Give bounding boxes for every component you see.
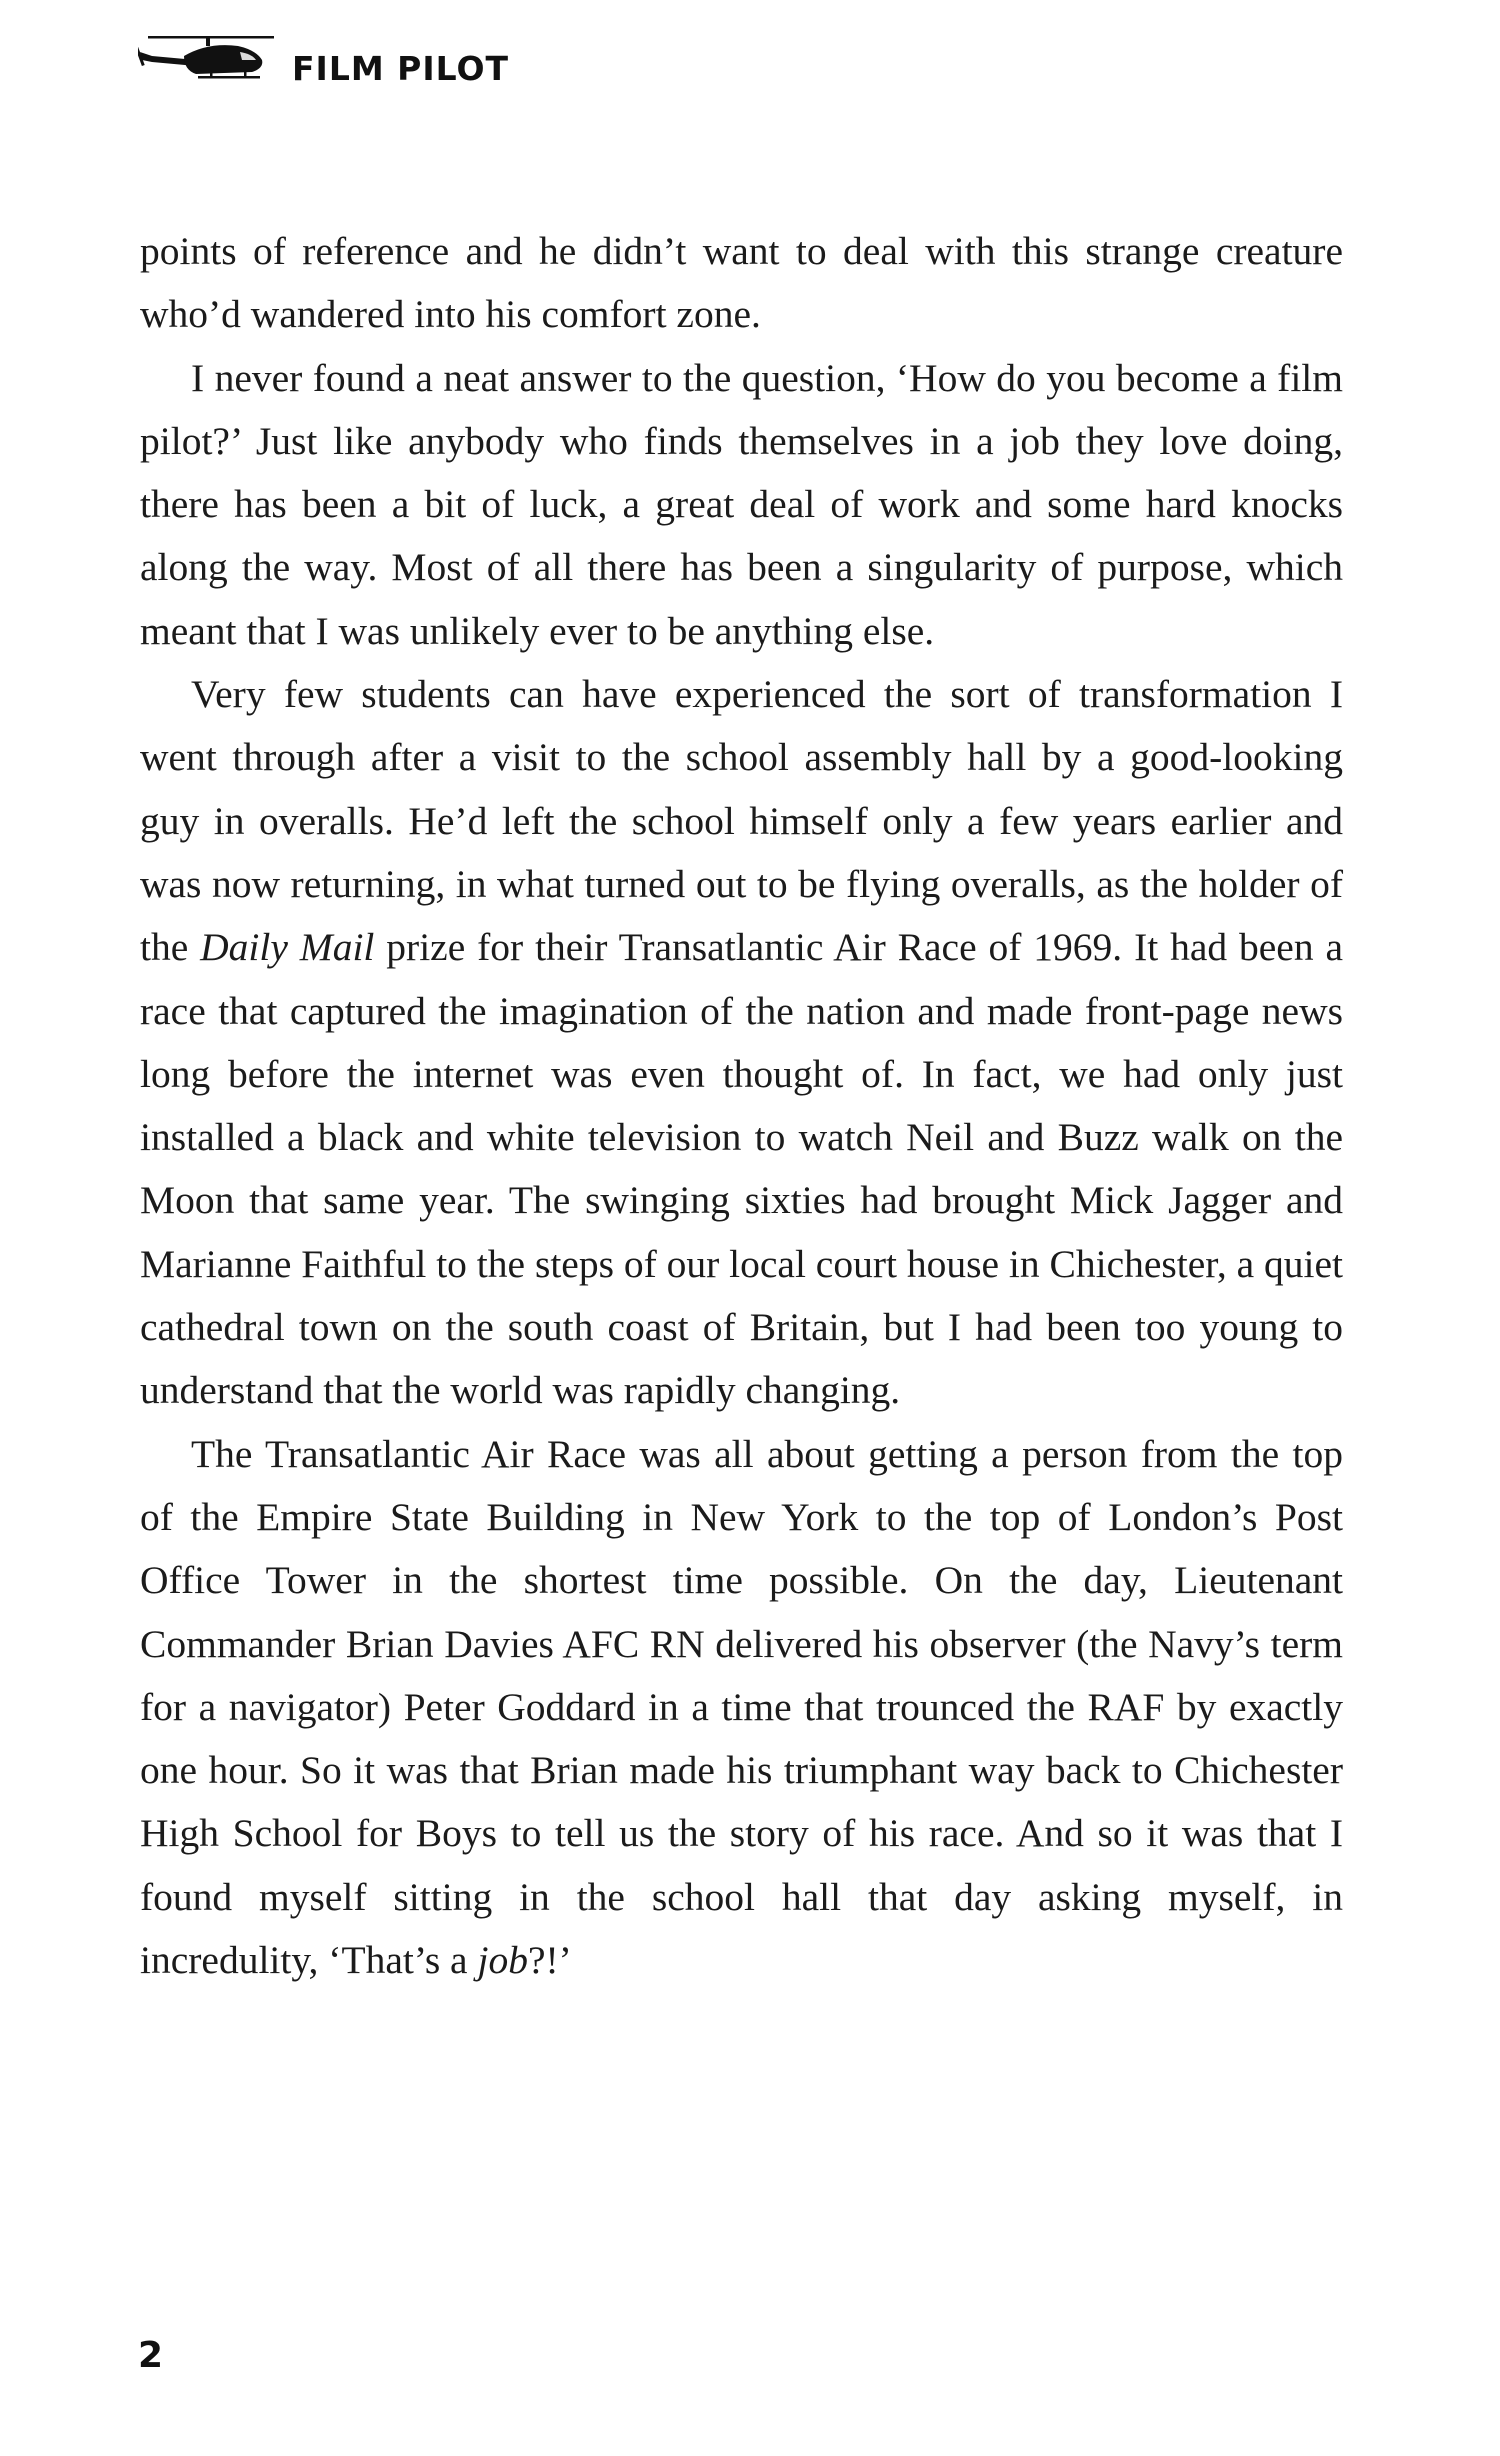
- paragraph: [140, 1423, 1343, 1993]
- paragraph: [140, 663, 1343, 1423]
- italic-emphasis: job: [477, 1938, 528, 1983]
- paragraph-text: Very few students can have experienced the sort of transformation I went through after a visit to the school assembly hall by a good-looking guy in overalls. He’d left the school himself only a few years earlier and was now returning, in what turned out to be flying overalls, as the holder of the: [140, 672, 1343, 970]
- paragraph-text: points of reference and he didn’t want to deal with this strange creature who’d wandered into his comfort zone.: [140, 229, 1343, 337]
- paragraph: [140, 347, 1343, 663]
- paragraph-text: prize for their Transatlantic Air Race of 1969. It had been a race that captured the imagination of the nation and made front-page news long before the internet was even thought of. In fact, we had only just installed a black and white television to watch Neil and Buzz walk on the Moon that same year. The swinging sixties had brought Mick Jagger and Marianne Faithful to the steps of our local court house in Chichester, a quiet cathedral town on the south coast of Britain, but I had been too young to understand that the world was rapidly changing.: [140, 925, 1343, 1413]
- running-header: [138, 26, 509, 96]
- paragraph: [140, 220, 1343, 347]
- paragraph-text: The Transatlantic Air Race was all about getting a person from the top of the Empire State Building in New York to the top of London’s Post Office Tower in the shortest time possible. On the day, Lieutenant Commander Brian Davies AFC RN delivered his observer (the Navy’s term for a navigator) Peter Goddard in a time that trounced the RAF by exactly one hour. So it was that Brian made his triumphant way back to Chichester High School for Boys to tell us the story of his race. And so it was that I found myself sitting in the school hall that day asking myself, in incredulity, ‘That’s a: [140, 1431, 1343, 1983]
- page-number: 2: [138, 2335, 164, 2376]
- paragraph-text: ?!’: [527, 1938, 572, 1983]
- helicopter-icon: [138, 30, 286, 92]
- body-text: [140, 220, 1343, 1992]
- italic-title: Daily Mail: [200, 925, 375, 970]
- running-head-title: FILM PILOT: [292, 48, 510, 88]
- paragraph-text: I never found a neat answer to the question, ‘How do you become a film pilot?’ Just like anybody who finds themselves in a job they love doing, there has been a bit of luck, a great deal of work and some hard knocks along the way. Most of all there has been a singularity of purpose, which meant that I was unlikely ever to be anything else.: [140, 355, 1343, 653]
